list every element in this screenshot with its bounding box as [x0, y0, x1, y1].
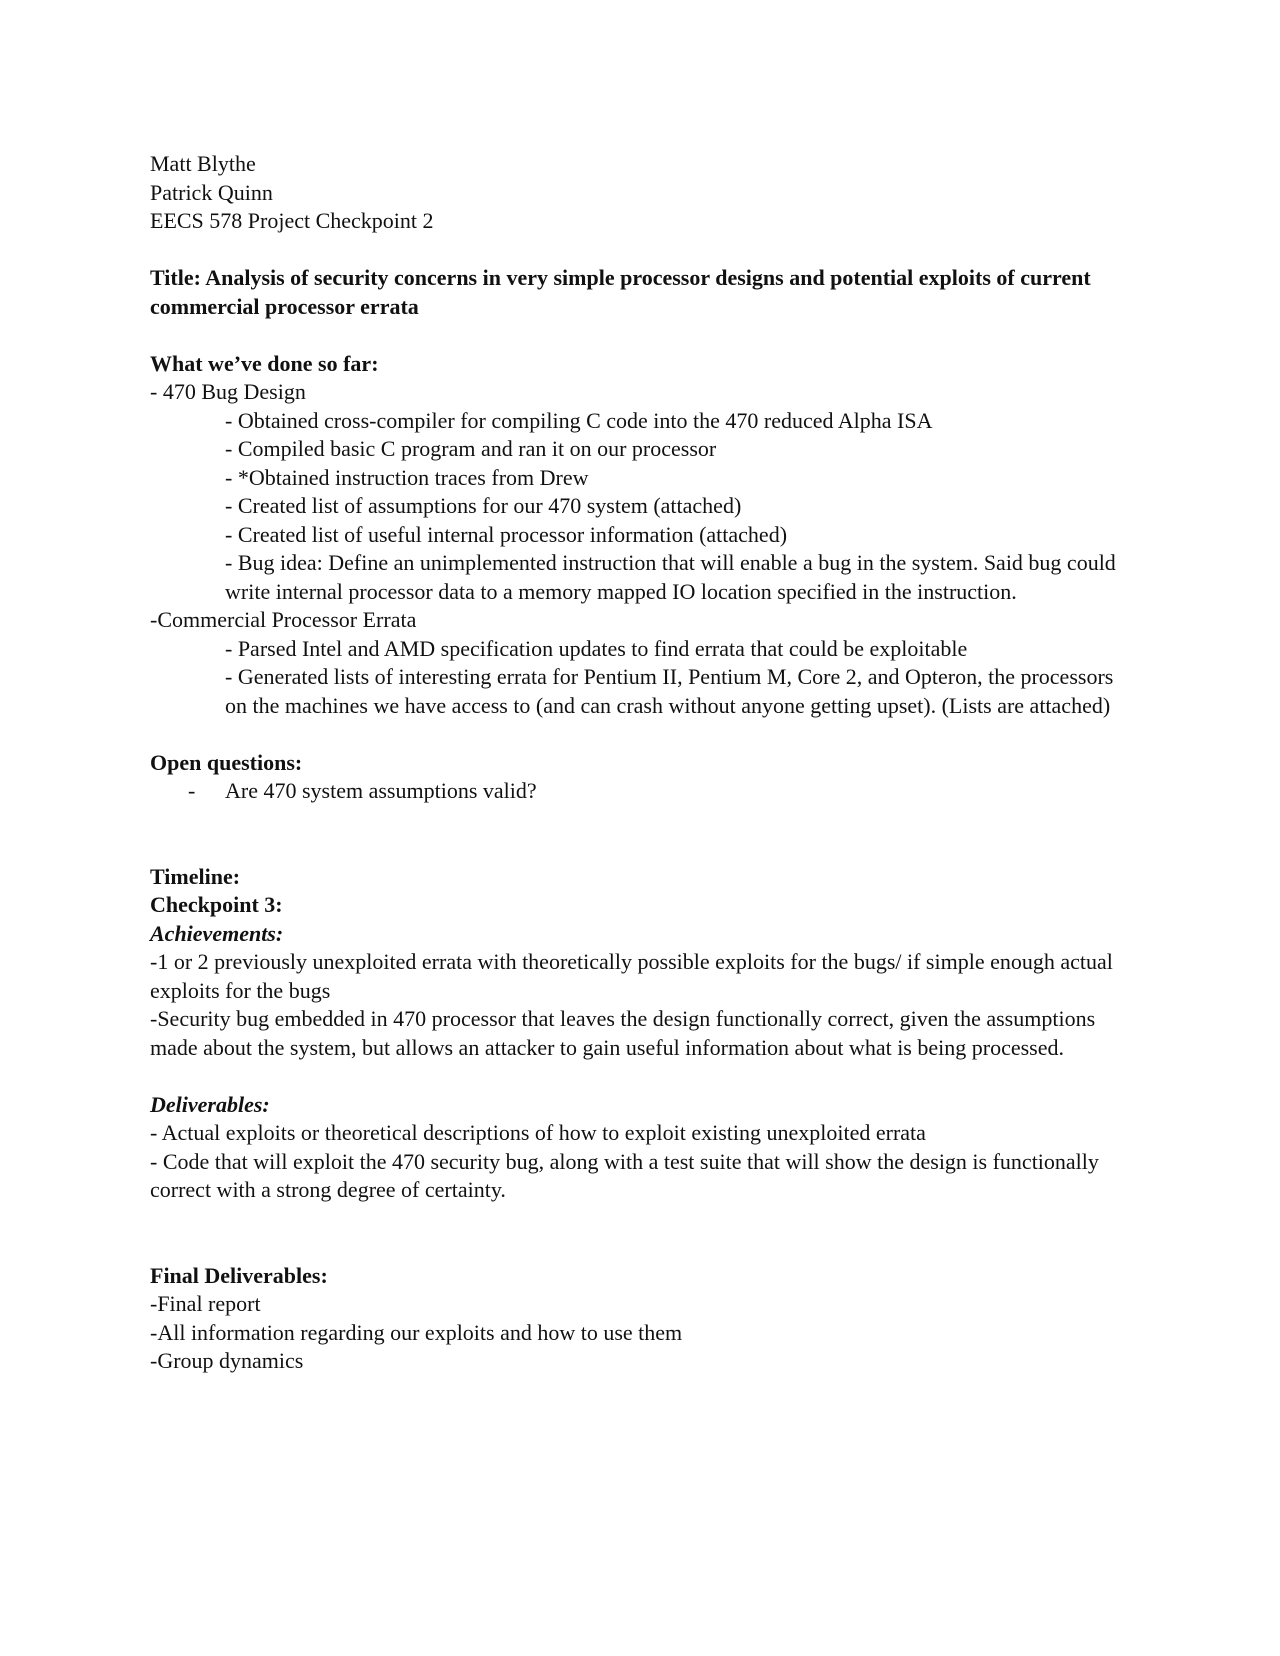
- list-item: - Compiled basic C program and ran it on our processor: [225, 436, 717, 461]
- deliverable-item: - Actual exploits or theoretical descriptions of how to exploit existing unexploited errata: [150, 1120, 926, 1145]
- done-so-far-section: [150, 350, 1140, 721]
- deliverables-heading: Deliverables:: [150, 1091, 270, 1117]
- section-heading: Timeline:: [150, 863, 241, 889]
- list-item: - *Obtained instruction traces from Drew: [225, 464, 589, 490]
- author-name: Matt Blythe: [150, 151, 256, 176]
- course-line: EECS 578 Project Checkpoint 2: [150, 208, 434, 233]
- question-text: Are 470 system assumptions valid?: [225, 778, 537, 803]
- subsection-label: -Commercial Processor Errata: [150, 607, 417, 632]
- section-heading: Open questions:: [150, 749, 303, 775]
- final-item: -Group dynamics: [150, 1348, 304, 1373]
- list-item: - Parsed Intel and AMD specification updates to find errata that could be exploitable: [225, 635, 968, 661]
- author-name: Patrick Quinn: [150, 179, 273, 205]
- list-item: - Obtained cross-compiler for compiling C code into the 470 reduced Alpha ISA: [225, 407, 933, 433]
- header-block: [150, 150, 1140, 236]
- list-item: - Bug idea: Define an unimplemented instruction that will enable a bug in the system. Said bug could write internal processor data to a memory mapped IO location specified in the instruction.: [225, 550, 1116, 604]
- achievement-item: -Security bug embedded in 470 processor that leaves the design functionally correct, given the assumptions made about the system, but allows an attacker to gain useful information about what is being processed.: [150, 1006, 1096, 1060]
- list-item: [150, 777, 1140, 806]
- open-questions-section: [150, 749, 1140, 806]
- section-heading: What we’ve done so far:: [150, 350, 379, 376]
- bullet-dash: -: [188, 778, 196, 803]
- document-title: Title: Analysis of security concerns in very simple processor designs and potential exploits of current commercial processor errata: [150, 265, 1091, 319]
- final-deliverables-section: [150, 1262, 1140, 1376]
- timeline-section: [150, 863, 1140, 1205]
- section-heading: Final Deliverables:: [150, 1262, 328, 1288]
- achievements-heading: Achievements:: [150, 920, 284, 946]
- final-item: -Final report: [150, 1291, 261, 1316]
- checkpoint-heading: Checkpoint 3:: [150, 892, 283, 917]
- final-item: -All information regarding our exploits and how to use them: [150, 1319, 683, 1345]
- list-item: - Created list of useful internal processor information (attached): [225, 521, 788, 547]
- deliverable-item: - Code that will exploit the 470 security bug, along with a test suite that will show the design is functionally correct with a strong degree of certainty.: [150, 1148, 1099, 1202]
- subsection-label: - 470 Bug Design: [150, 379, 306, 404]
- list-item: - Created list of assumptions for our 470 system (attached): [225, 493, 742, 518]
- achievement-item: -1 or 2 previously unexploited errata with theoretically possible exploits for the bugs/ if simple enough actual exploits for the bugs: [150, 949, 1113, 1003]
- list-item: - Generated lists of interesting errata for Pentium II, Pentium M, Core 2, and Opteron, the processors on the machines we have access to (and can crash without anyone getting upset). (Lists are attached): [225, 664, 1114, 718]
- document-page: [150, 150, 1140, 1376]
